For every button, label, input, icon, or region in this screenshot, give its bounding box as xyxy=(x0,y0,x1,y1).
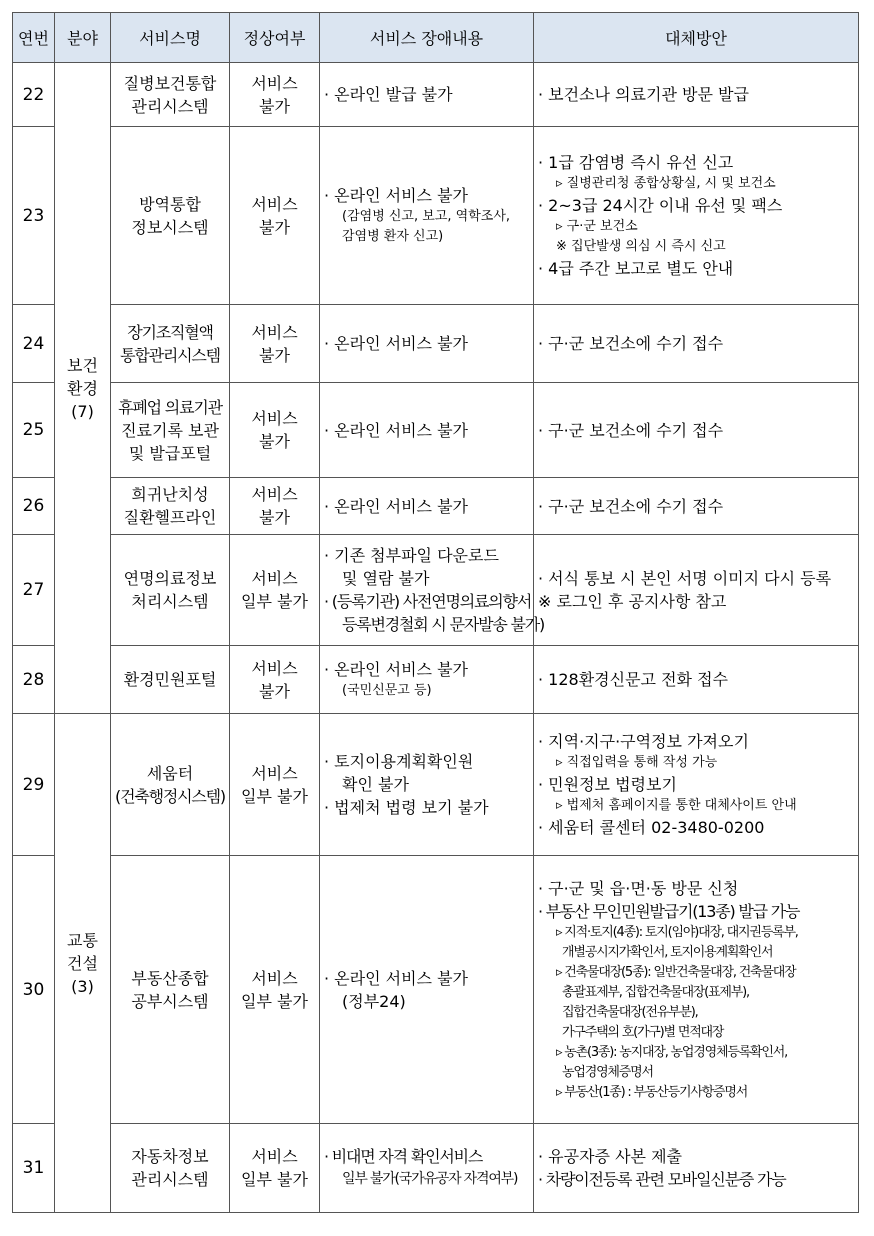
alternative-line: · 부동산 무인민원발급기(13종) 발급 가능 xyxy=(538,901,800,921)
alternative-line: · 1급 감염병 즉시 유선 신고 xyxy=(538,153,734,172)
service-name xyxy=(111,535,230,646)
header-issue: 서비스 장애내용 xyxy=(320,13,534,63)
issue-line: · 기존 첨부파일 다운로드 xyxy=(324,546,499,565)
issue-cell xyxy=(320,856,534,1124)
issue-line: · 토지이용계획확인원 xyxy=(324,752,474,771)
table-row xyxy=(13,535,859,646)
table-row xyxy=(13,1124,859,1213)
alternative-line: · 민원정보 법령보기 xyxy=(538,775,677,794)
alternative-cell xyxy=(534,63,859,127)
status-cell xyxy=(230,1124,320,1213)
issue-cell xyxy=(320,305,534,383)
issue-line: · 온라인 서비스 불가 xyxy=(324,660,468,679)
status-line: 서비스 xyxy=(251,968,298,988)
issue-line: · 온라인 서비스 불가 xyxy=(324,496,468,516)
status-cell xyxy=(230,856,320,1124)
status-cell xyxy=(230,714,320,856)
alternative-line: 집합건축물대장(전유부분), xyxy=(562,1004,698,1020)
table-row xyxy=(13,646,859,714)
issue-cell xyxy=(320,63,534,127)
alternative-line: · 구·군 보건소에 수기 접수 xyxy=(538,420,724,440)
status-line: 서비스 xyxy=(251,485,298,504)
issue-line: 확인 불가 xyxy=(342,775,409,794)
issue-cell xyxy=(320,127,534,305)
status-line: 불가 xyxy=(259,96,290,116)
issue-line: · 온라인 서비스 불가 xyxy=(324,334,468,353)
service-name-line: 관리시스템 xyxy=(131,96,209,116)
outage-table xyxy=(12,12,859,1213)
table-row xyxy=(13,63,859,127)
issue-line: 등록변경철회 시 문자발송 불가) xyxy=(342,615,545,634)
header-alternative: 대체방안 xyxy=(534,13,859,63)
category-health xyxy=(55,63,111,714)
service-name-line: 진료기록 보관 xyxy=(121,420,219,440)
alternative-line: 총괄표제부, 집합건축물대장(표제부), xyxy=(562,984,749,1000)
row-num: 29 xyxy=(13,714,55,856)
service-name xyxy=(111,63,230,127)
issue-line: · 온라인 서비스 불가 xyxy=(324,186,468,205)
alternative-note: ※ 집단발생 의심 시 즉시 신고 xyxy=(556,239,726,254)
alternative-line: ▹ 법제처 홈페이지를 통한 대체사이트 안내 xyxy=(556,798,797,813)
alternative-line: · 구·군 보건소에 수기 접수 xyxy=(538,334,724,353)
issue-line: · (등록기관) 사전연명의료의향서 xyxy=(324,592,532,611)
service-name xyxy=(111,1124,230,1213)
row-num: 25 xyxy=(13,383,55,478)
alternative-cell xyxy=(534,714,859,856)
issue-line: · 온라인 서비스 불가 xyxy=(324,968,468,988)
status-cell xyxy=(230,478,320,535)
service-name-line: 장기조직혈액 xyxy=(127,322,213,342)
status-line: 서비스 xyxy=(251,73,298,93)
service-name-line: 부동산종합 xyxy=(131,968,209,988)
alternative-line: · 128환경신문고 전화 접수 xyxy=(538,670,728,689)
row-num: 28 xyxy=(13,646,55,714)
service-name-line: 정보시스템 xyxy=(131,217,209,237)
category-count: (7) xyxy=(71,401,94,421)
alternative-cell xyxy=(534,127,859,305)
alternative-cell xyxy=(534,856,859,1124)
alternative-line: 개별공시지가확인서, 토지이용계획확인서 xyxy=(562,944,773,960)
service-name-line: 자동차정보 xyxy=(131,1147,209,1166)
service-name-line: (건축행정시스템) xyxy=(115,786,225,806)
service-name xyxy=(111,646,230,714)
service-name-line: 환경민원포털 xyxy=(123,670,217,689)
status-cell xyxy=(230,127,320,305)
header-num: 연번 xyxy=(13,13,55,63)
service-name xyxy=(111,127,230,305)
issue-cell xyxy=(320,535,545,646)
service-name xyxy=(111,478,230,535)
row-num: 27 xyxy=(13,535,55,646)
status-line: 불가 xyxy=(259,217,290,237)
alternative-cell xyxy=(534,1124,859,1213)
status-line: 불가 xyxy=(259,345,290,365)
service-name-line: 질병보건통합 xyxy=(123,73,217,93)
alternative-note: ※ 로그인 후 공지사항 참고 xyxy=(538,592,727,611)
table-row xyxy=(13,305,859,383)
category-label: 환경 xyxy=(67,378,98,398)
status-line: 일부 불가 xyxy=(241,991,308,1011)
service-name-line: 및 발급포털 xyxy=(128,443,212,463)
table-row xyxy=(13,478,859,535)
row-num: 30 xyxy=(13,856,55,1124)
service-name-line: 방역통합 xyxy=(139,194,201,214)
issue-cell xyxy=(320,1124,534,1213)
service-name xyxy=(111,714,230,856)
service-name xyxy=(111,856,230,1124)
issue-cell xyxy=(320,646,534,714)
status-cell xyxy=(230,383,320,478)
status-line: 서비스 xyxy=(251,569,298,588)
service-name-line: 세움터 xyxy=(146,763,194,783)
service-name xyxy=(111,305,230,383)
status-cell xyxy=(230,305,320,383)
alternative-line: · 구·군 및 읍·면·동 방문 신청 xyxy=(538,878,739,898)
alternative-line: ▹ 질병관리청 종합상황실, 시 및 보건소 xyxy=(556,176,776,191)
issue-line: 및 열람 불가 xyxy=(342,569,430,588)
alternative-line: · 보건소나 의료기관 방문 발급 xyxy=(538,85,749,104)
status-line: 불가 xyxy=(259,432,290,451)
service-name-line: 연명의료정보 xyxy=(123,569,217,588)
alternative-cell xyxy=(534,305,859,383)
status-line: 서비스 xyxy=(251,658,298,678)
status-line: 일부 불가 xyxy=(241,1170,308,1189)
status-line: 불가 xyxy=(259,508,290,527)
alternative-line: · 지역·지구·구역정보 가져오기 xyxy=(538,732,749,751)
status-line: 서비스 xyxy=(251,194,298,214)
service-name-line: 공부시스템 xyxy=(131,991,209,1011)
issue-cell xyxy=(320,478,534,535)
alternative-line: 가구주택의 호(가구)별 면적대장 xyxy=(562,1024,724,1040)
row-num: 24 xyxy=(13,305,55,383)
status-line: 일부 불가 xyxy=(241,786,308,806)
alternative-cell xyxy=(534,646,859,714)
status-line: 서비스 xyxy=(251,409,298,428)
alternative-line: ▹ 지적·토지(4종): 토지(임야)대장, 대지권등록부, xyxy=(556,924,798,940)
issue-line: (국민신문고 등) xyxy=(342,683,432,698)
issue-line: (감염병 신고, 보고, 역학조사, xyxy=(342,209,511,224)
issue-cell xyxy=(320,714,534,856)
status-line: 불가 xyxy=(259,681,290,701)
issue-line: 감염병 환자 신고) xyxy=(342,229,444,244)
alternative-line: · 서식 통보 시 본인 서명 이미지 다시 등록 xyxy=(538,569,832,588)
status-cell xyxy=(230,63,320,127)
issue-cell xyxy=(320,383,534,478)
alternative-line: · 유공자증 사본 제출 xyxy=(538,1147,682,1166)
alternative-line: ▹ 건축물대장(5종): 일반건축물대장, 건축물대장 xyxy=(556,964,796,980)
category-transport xyxy=(55,714,111,1213)
service-name-line: 질환헬프라인 xyxy=(123,508,217,527)
issue-line: · 온라인 발급 불가 xyxy=(324,85,453,104)
alternative-line: ▹ 구·군 보건소 xyxy=(556,219,638,234)
header-category: 분야 xyxy=(55,13,111,63)
issue-line: 일부 불가(국가유공자 자격여부) xyxy=(342,1171,518,1187)
issue-line: · 법제처 법령 보기 불가 xyxy=(324,798,489,817)
status-line: 서비스 xyxy=(251,763,298,783)
service-name-line: 처리시스템 xyxy=(131,592,209,611)
alternative-line: ▹ 부동산(1종) : 부동산등기사항증명서 xyxy=(556,1084,748,1100)
table-row xyxy=(13,856,859,1124)
category-count: (3) xyxy=(71,976,94,996)
service-name-line: 희귀난치성 xyxy=(131,485,209,504)
alternative-cell xyxy=(534,535,859,646)
issue-line: · 비대면 자격 확인서비스 xyxy=(324,1147,483,1166)
service-name-line: 휴폐업 의료기관 xyxy=(118,397,222,417)
row-num: 26 xyxy=(13,478,55,535)
service-name xyxy=(111,383,230,478)
status-line: 서비스 xyxy=(251,322,298,342)
status-cell xyxy=(230,646,320,714)
service-name-line: 관리시스템 xyxy=(131,1170,209,1189)
alternative-line: · 구·군 보건소에 수기 접수 xyxy=(538,496,724,516)
alternative-line: ▹ 농촌(3종): 농지대장, 농업경영체등록확인서, xyxy=(556,1044,788,1060)
status-line: 일부 불가 xyxy=(241,592,308,611)
header-service: 서비스명 xyxy=(111,13,230,63)
header-row xyxy=(13,13,859,63)
category-label: 건설 xyxy=(67,953,98,973)
status-cell xyxy=(230,535,320,646)
row-num: 22 xyxy=(13,63,55,127)
row-num: 23 xyxy=(13,127,55,305)
alternative-line: ▹ 직접입력을 통해 작성 가능 xyxy=(556,755,718,770)
alternative-line: 농업경영체증명서 xyxy=(562,1064,653,1080)
issue-line: · 온라인 서비스 불가 xyxy=(324,420,468,440)
alternative-cell xyxy=(534,383,859,478)
alternative-line: · 4급 주간 보고로 별도 안내 xyxy=(538,259,734,278)
table-row xyxy=(13,714,859,856)
alternative-cell xyxy=(534,478,859,535)
alternative-line: · 차량이전등록 관련 모바일신분증 가능 xyxy=(538,1170,786,1189)
category-label: 보건 xyxy=(67,355,98,375)
category-label: 교통 xyxy=(67,930,98,950)
header-status: 정상여부 xyxy=(230,13,320,63)
table-row xyxy=(13,127,859,305)
alternative-line: · 세움터 콜센터 02-3480-0200 xyxy=(538,818,765,837)
status-line: 서비스 xyxy=(251,1147,298,1166)
row-num: 31 xyxy=(13,1124,55,1213)
table-row xyxy=(13,383,859,478)
issue-line: (정부24) xyxy=(342,991,406,1011)
service-name-line: 통합관리시스템 xyxy=(120,345,220,365)
alternative-line: · 2~3급 24시간 이내 유선 및 팩스 xyxy=(538,196,783,215)
